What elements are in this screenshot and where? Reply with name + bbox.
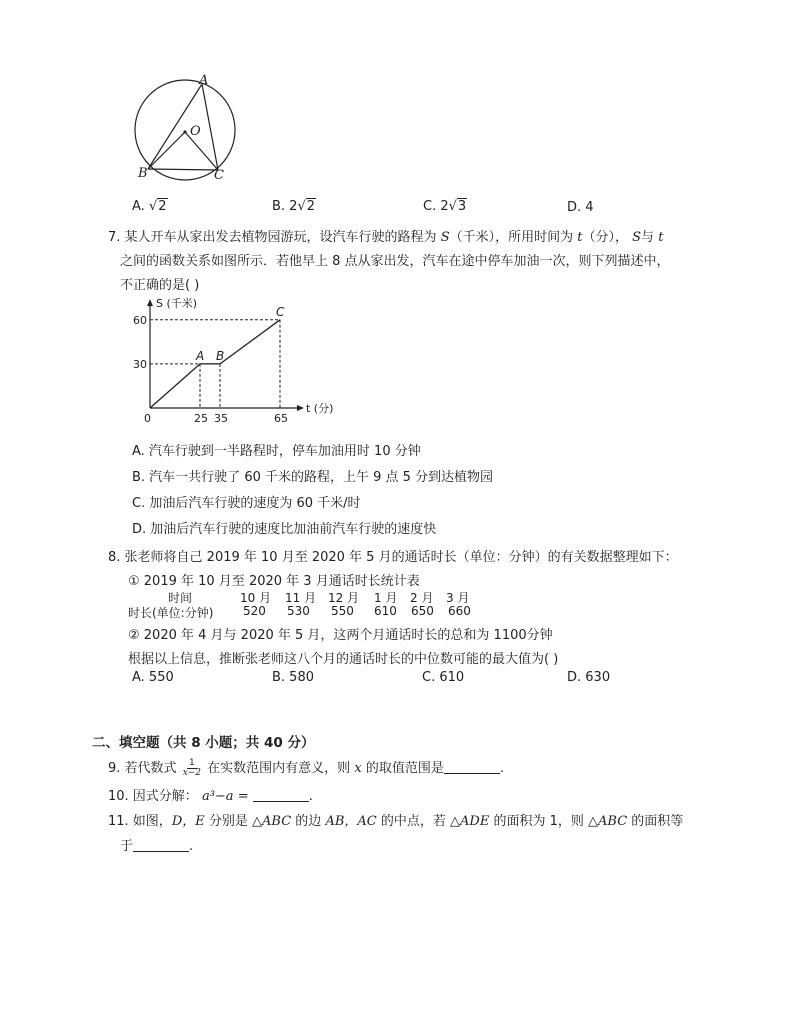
table-month: 2 月 [410,591,434,605]
q8-question: 根据以上信息，推断张老师这八个月的通话时长的中位数可能的最大值为( ) [128,652,559,667]
x-tick-label: 35 [214,412,228,425]
text: . [189,839,194,854]
q9 [108,757,504,778]
q7-line2: 之间的函数关系如图所示．若他早上 8 点从家出发，汽车在途中停车加油一次，则下列描述中， [120,254,670,269]
text: 的边 [295,814,322,829]
q7-option-a[interactable]: A. 汽车行驶到一半路程时，停车加油用时 10 分钟 [132,444,421,459]
text: 7. 某人开车从家出发去植物园游玩，设汽车行驶的路程为 [108,230,437,245]
q7-line3: 不正确的是( ) [120,278,200,293]
text: 11. 如图， [108,814,172,829]
text: 9. 若代数式 [108,761,177,776]
table-value: 650 [411,604,434,618]
radicand: 3 [457,199,467,214]
table-value: 530 [287,604,310,618]
x-axis-label: t (分) [306,402,334,415]
text: . [308,789,313,804]
text: 分别是 △ [208,814,263,829]
expression: a³−a = [201,789,249,804]
point-label: C [276,304,285,319]
y-axis-arrow [147,299,153,306]
q6-option-c[interactable] [423,199,467,214]
fraction [183,759,201,778]
var-s: S [440,230,450,245]
q10 [108,785,313,804]
q6-option-b[interactable] [272,199,316,214]
section-title: 二、填空题（共 8 小题；共 40 分） [92,735,315,751]
y-axis-label: S (千米) [156,297,198,311]
table-value: 550 [331,604,354,618]
text: 于 [120,839,134,854]
table-value: 520 [243,604,266,618]
var-abc: ABC [262,814,292,829]
var-t: t [577,230,583,245]
table-value: 660 [448,604,471,618]
center-point [183,130,186,133]
radicand: 2 [306,199,316,214]
table-value: 610 [374,604,397,618]
option-c-prefix: C. 2 [423,199,449,214]
q8-option-c[interactable]: C. 610 [422,670,465,685]
x-tick-label: 65 [274,412,288,425]
y-tick-label: 30 [133,357,147,371]
var-ab-ac: AB，AC [325,814,377,829]
table-month: 1 月 [374,591,398,605]
answer-blank[interactable] [444,761,500,774]
q11-line2 [120,835,193,854]
text: 10. 因式分解： [108,789,198,804]
q7-graph [130,297,334,428]
numerator: 1 [188,758,195,768]
point-label: B [216,348,225,363]
point-label: A [196,348,205,363]
table-header-duration: 时长(单位:分钟) [128,606,214,620]
q8-option-b[interactable]: B. 580 [272,670,314,685]
radical-sign: √ [297,199,306,214]
answer-blank[interactable] [253,789,309,802]
radicand: 2 [158,199,167,214]
point-label-c: C [214,168,224,183]
text: （分）， [582,230,628,245]
var-x: x [354,761,362,776]
var-de: D，E [171,814,205,829]
var-t: t [658,230,664,245]
x-axis-arrow [297,405,304,411]
answer-blank[interactable] [133,839,189,852]
q8-item2: ② 2020 年 4 月与 2020 年 5 月，这两个月通话时长的总和为 1100分钟 [128,628,553,643]
segment-ob [148,132,185,169]
text: 的面积等 [631,814,684,829]
text: 的取值范围是 [365,761,444,776]
radical-sign: √ [448,199,457,214]
segment-ac [202,84,218,170]
option-b-prefix: B. 2 [272,199,298,214]
q8-item1: ① 2019 年 10 月至 2020 年 3 月通话时长统计表 [128,574,420,589]
table-header-time: 时间 [168,591,193,605]
q7-option-d[interactable]: D. 加油后汽车行驶的速度比加油前汽车行驶的速度快 [132,522,437,537]
denominator: x−2 [182,768,202,778]
radical-sign: √ [148,199,158,214]
y-tick-label: 60 [133,313,147,327]
q6-option-d[interactable]: D. 4 [567,200,594,215]
table-month: 12 月 [328,591,360,605]
q11-line1 [108,810,683,829]
x-tick-label: 0 [144,412,151,425]
point-label-o: O [190,124,201,139]
q6-option-a[interactable] [132,199,168,214]
q7-option-c[interactable]: C. 加油后汽车行驶的速度为 60 千米/时 [132,496,361,511]
table-month: 11 月 [285,591,317,605]
text: . [499,761,504,776]
q8-option-d[interactable]: D. 630 [567,670,611,685]
table-month: 10 月 [240,591,272,605]
var-s: S [632,230,642,245]
segment-bc [148,169,218,170]
point-label-a: A [199,73,209,88]
q8-option-a[interactable]: A. 550 [132,670,174,685]
q7-line1 [108,226,663,245]
x-tick-label: 25 [194,412,208,425]
text: 的面积为 1，则 △ [493,814,599,829]
text: 的中点，若 △ [380,814,461,829]
point-label-b: B [138,166,148,181]
var-ade: ADE [460,814,490,829]
series-line [150,320,280,408]
text: 与 [641,230,655,245]
table-month: 3 月 [446,591,470,605]
q8-stem: 8. 张老师将自己 2019 年 10 月至 2020 年 5 月的通话时长（单位：分钟）的有关数据整理如下： [108,550,678,565]
option-a-prefix: A. [132,199,149,214]
var-abc: ABC [598,814,628,829]
q7-option-b[interactable]: B. 汽车一共行驶了 60 千米的路程，上午 9 点 5 分到达植物园 [132,470,494,485]
text: （千米），所用时间为 [449,230,574,245]
text: 在实数范围内有意义，则 [207,761,351,776]
